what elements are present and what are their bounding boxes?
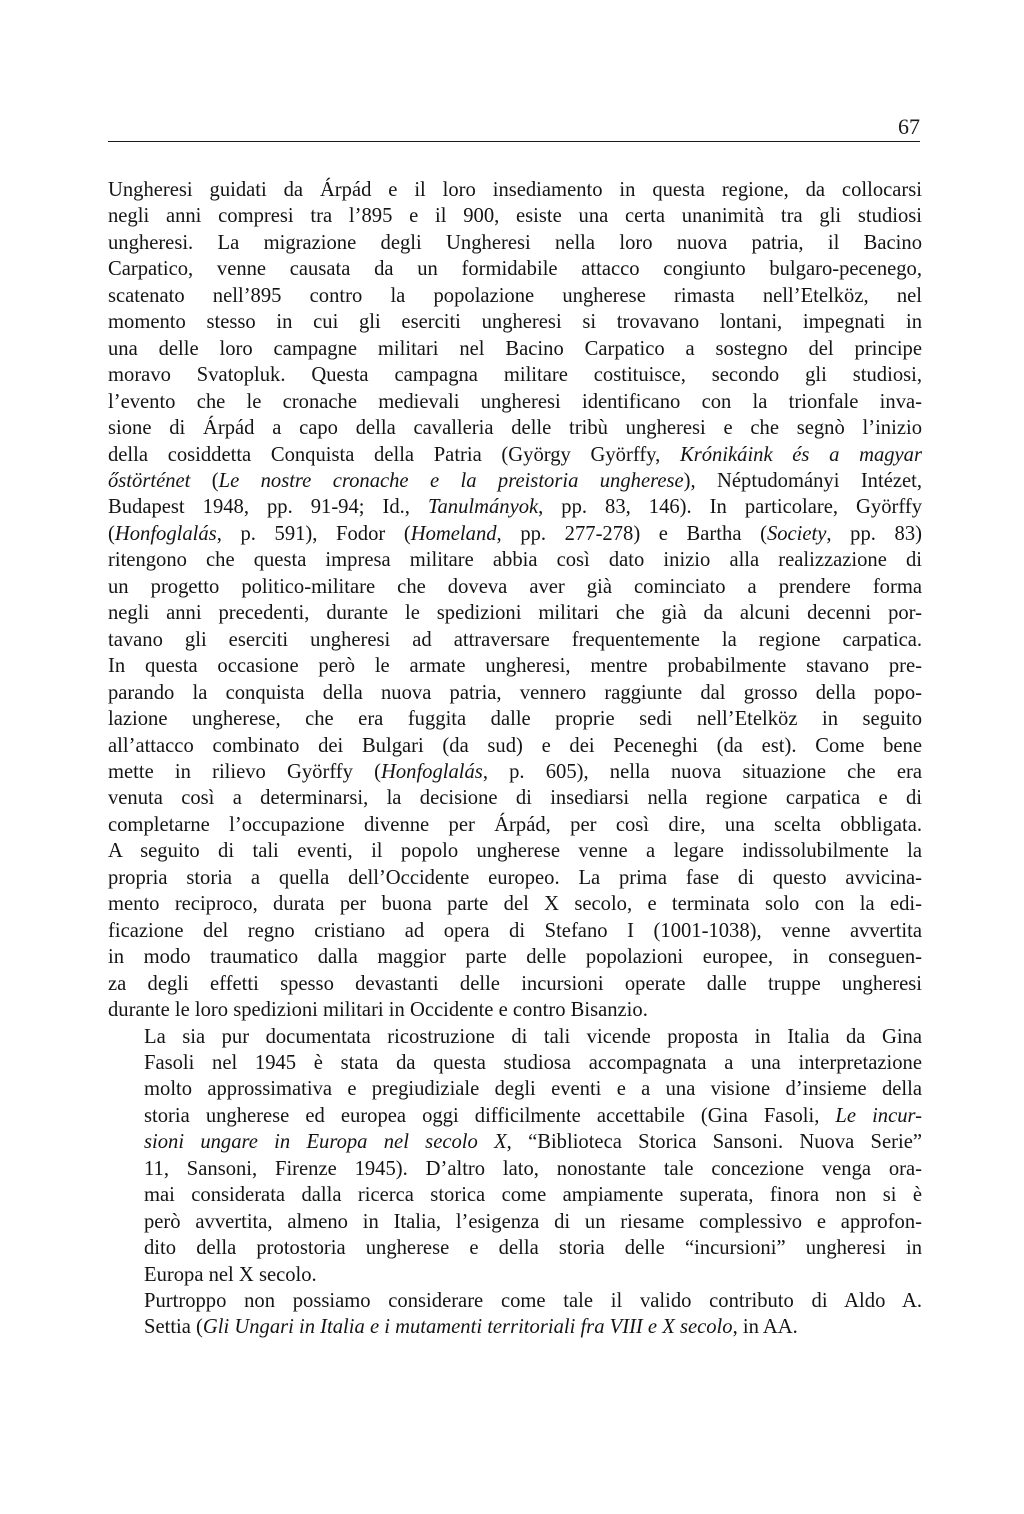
text-line: [108, 494, 922, 520]
text-run: A seguito di tali eventi, il popolo ungherese venne a legare indissolubilmente la: [108, 840, 922, 863]
text-line: [108, 309, 922, 335]
text-line: [108, 1209, 922, 1235]
text-run: sione di Árpád a capo della cavalleria delle tribù ungheresi e che segnò l’inizio: [108, 417, 922, 440]
text-line: [108, 680, 922, 706]
text-run: ritengono che questa impresa militare abbia così dato inizio alla realizzazione di: [108, 549, 922, 572]
text-line: [108, 1076, 922, 1102]
text-run: , pp. 83): [826, 522, 922, 545]
italic-title: Honfoglalás: [380, 760, 483, 783]
text-line: [108, 971, 922, 997]
text-run: momento stesso in cui gli eserciti ungheresi si trovavano lontani, impegnati in: [108, 311, 922, 334]
text-run: della cosiddetta Conquista della Patria (György Györffy,: [108, 443, 680, 466]
text-run: ), Néptudományi Intézet,: [683, 469, 922, 492]
text-line: [108, 203, 922, 229]
text-run: , pp. 83, 146). In particolare, Györffy: [538, 496, 922, 519]
text-run: (: [190, 469, 219, 492]
header-rule: [108, 141, 920, 142]
text-line: [108, 1129, 922, 1155]
text-run: dito della protostoria ungherese e della storia delle “incursioni” ungheresi in: [144, 1237, 922, 1260]
text-run: mai considerata dalla ricerca storica come ampiamente superata, finora non si è: [144, 1184, 922, 1207]
text-run: negli anni precedenti, durante le spedizioni militari che già da alcuni decenni por-: [108, 602, 922, 625]
text-run: , p. 605), nella nuova situazione che era: [482, 760, 922, 783]
text-run: 11, Sansoni, Firenze 1945). D’altro lato, nonostante tale concezione venga ora-: [144, 1157, 922, 1180]
text-run: molto approssimativa e pregiudiziale degli eventi e a una visione d’insieme della: [144, 1078, 922, 1101]
text-run: lazione ungherese, che era fuggita dalle proprie sedi nell’Etelköz in seguito: [108, 708, 922, 731]
text-line: [108, 415, 922, 441]
italic-title: sioni ungare in Europa nel secolo X: [144, 1131, 507, 1154]
text-run: , p. 591), Fodor (: [216, 522, 411, 545]
text-run: una delle loro campagne militari nel Bacino Carpatico a sostegno del principe: [108, 337, 922, 360]
text-line: [108, 1103, 922, 1129]
text-run: za degli effetti spesso devastanti delle incursioni operate dalle truppe ungheresi: [108, 972, 922, 995]
text-run: storia ungherese ed europea oggi difficilmente accettabile (Gina Fasoli,: [144, 1104, 836, 1127]
body-text: [108, 177, 922, 1341]
text-run: un progetto politico-militare che doveva aver già cominciato a prendere forma: [108, 575, 922, 598]
text-run: In questa occasione però le armate ungheresi, mentre probabilmente stavano pre-: [108, 655, 922, 678]
text-line: [108, 468, 922, 494]
text-line: [108, 521, 922, 547]
text-line: [108, 283, 922, 309]
text-run: però avvertita, almeno in Italia, l’esigenza di un riesame complessivo e approfon-: [144, 1210, 922, 1233]
text-line: [108, 1235, 922, 1261]
italic-title: őstörténet: [108, 469, 191, 492]
text-run: ficazione del regno cristiano ad opera di Stefano I (1001-1038), venne avvertita: [108, 919, 922, 942]
text-line: [108, 812, 922, 838]
text-run: in modo traumatico dalla maggior parte delle popolazioni europee, in conseguen-: [108, 946, 922, 969]
text-line: [108, 865, 922, 891]
text-line: [108, 1050, 922, 1076]
italic-title: Gli Ungari in Italia e i mutamenti territoriali fra VIII e X secolo: [202, 1316, 733, 1339]
text-line: [108, 918, 922, 944]
text-line: [108, 177, 922, 203]
text-line: [108, 362, 922, 388]
text-run: venuta così a determinarsi, la decisione di insediarsi nella regione carpatica e di: [108, 787, 922, 810]
page-number: 67: [898, 114, 920, 139]
text-line: [108, 547, 922, 573]
text-line: [108, 653, 922, 679]
text-line: [108, 627, 922, 653]
italic-title: Le incur-: [835, 1104, 922, 1127]
italic-title: Honfoglalás: [114, 522, 217, 545]
text-run: negli anni compresi tra l’895 e il 900, esiste una certa unanimità tra gli studiosi: [108, 205, 922, 228]
text-line: [108, 706, 922, 732]
italic-title: Homeland: [410, 522, 497, 545]
text-run: Europa nel X secolo.: [144, 1263, 317, 1286]
text-run: La sia pur documentata ricostruzione di tali vicende proposta in Italia da Gina: [144, 1025, 922, 1048]
text-line: [108, 838, 922, 864]
text-line: [108, 1156, 922, 1182]
text-line: [108, 1314, 922, 1340]
text-run: , pp. 277-278) e Bartha (: [496, 522, 767, 545]
text-line: [108, 230, 922, 256]
text-line: [108, 1262, 922, 1288]
text-run: Ungheresi guidati da Árpád e il loro insediamento in questa regione, da collocarsi: [108, 179, 922, 201]
text-run: mento reciproco, durata per buona parte del X secolo, e terminata solo con la edi-: [108, 893, 922, 916]
text-run: propria storia a quella dell’Occidente europeo. La prima fase di questo avvicina-: [108, 866, 922, 889]
text-run: Purtroppo non possiamo considerare come tale il valido contributo di Aldo A.: [144, 1290, 922, 1313]
text-line: [108, 256, 922, 282]
paragraph: [108, 1288, 922, 1341]
text-run: Budapest 1948, pp. 91-94; Id.,: [108, 496, 428, 519]
text-run: Settia (: [144, 1316, 203, 1339]
text-run: Carpatico, venne causata da un formidabile attacco congiunto bulgaro-pecenego,: [108, 258, 922, 281]
text-line: [108, 1182, 922, 1208]
italic-title: Krónikáink és a magyar: [679, 443, 922, 466]
text-line: [108, 336, 922, 362]
text-run: (: [108, 522, 115, 545]
text-run: all’attacco combinato dei Bulgari (da sud) e dei Peceneghi (da est). Come bene: [108, 734, 922, 757]
text-line: [108, 759, 922, 785]
text-run: ungheresi. La migrazione degli Ungheresi nella loro nuova patria, il Bacino: [108, 231, 922, 254]
text-run: durante le loro spedizioni militari in Occidente e contro Bisanzio.: [108, 999, 648, 1022]
italic-title: Le nostre cronache e la preistoria ungherese: [218, 469, 684, 492]
text-line: [108, 574, 922, 600]
text-run: completarne l’occupazione divenne per Árpád, per così dire, una scelta obbligata.: [108, 813, 922, 836]
text-run: , in AA.: [732, 1316, 798, 1339]
text-line: [108, 1024, 922, 1050]
text-line: [108, 944, 922, 970]
text-line: [108, 600, 922, 626]
text-line: [108, 733, 922, 759]
italic-title: Society: [766, 522, 827, 545]
text-line: [108, 891, 922, 917]
text-run: , “Biblioteca Storica Sansoni. Nuova Serie”: [506, 1131, 923, 1154]
text-line: [108, 389, 922, 415]
text-run: scatenato nell’895 contro la popolazione ungherese rimasta nell’Etelköz, nel: [108, 284, 922, 307]
text-line: [108, 1288, 922, 1314]
paragraph: [108, 177, 922, 1024]
text-line: [108, 442, 922, 468]
text-line: [108, 785, 922, 811]
text-run: l’evento che le cronache medievali ungheresi identificano con la trionfale inva-: [108, 390, 922, 413]
text-run: parando la conquista della nuova patria, vennero raggiunte dal grosso della popo-: [108, 681, 922, 704]
text-line: [108, 997, 922, 1023]
paragraph: [108, 1024, 922, 1289]
text-run: mette in rilievo Györffy (: [108, 760, 381, 783]
italic-title: Tanulmányok: [427, 496, 539, 519]
text-run: moravo Svatopluk. Questa campagna militare costituisce, secondo gli studiosi,: [108, 364, 922, 387]
text-run: Fasoli nel 1945 è stata da questa studiosa accompagnata a una interpretazione: [144, 1051, 922, 1074]
text-run: tavano gli eserciti ungheresi ad attraversare frequentemente la regione carpatica.: [108, 628, 922, 651]
